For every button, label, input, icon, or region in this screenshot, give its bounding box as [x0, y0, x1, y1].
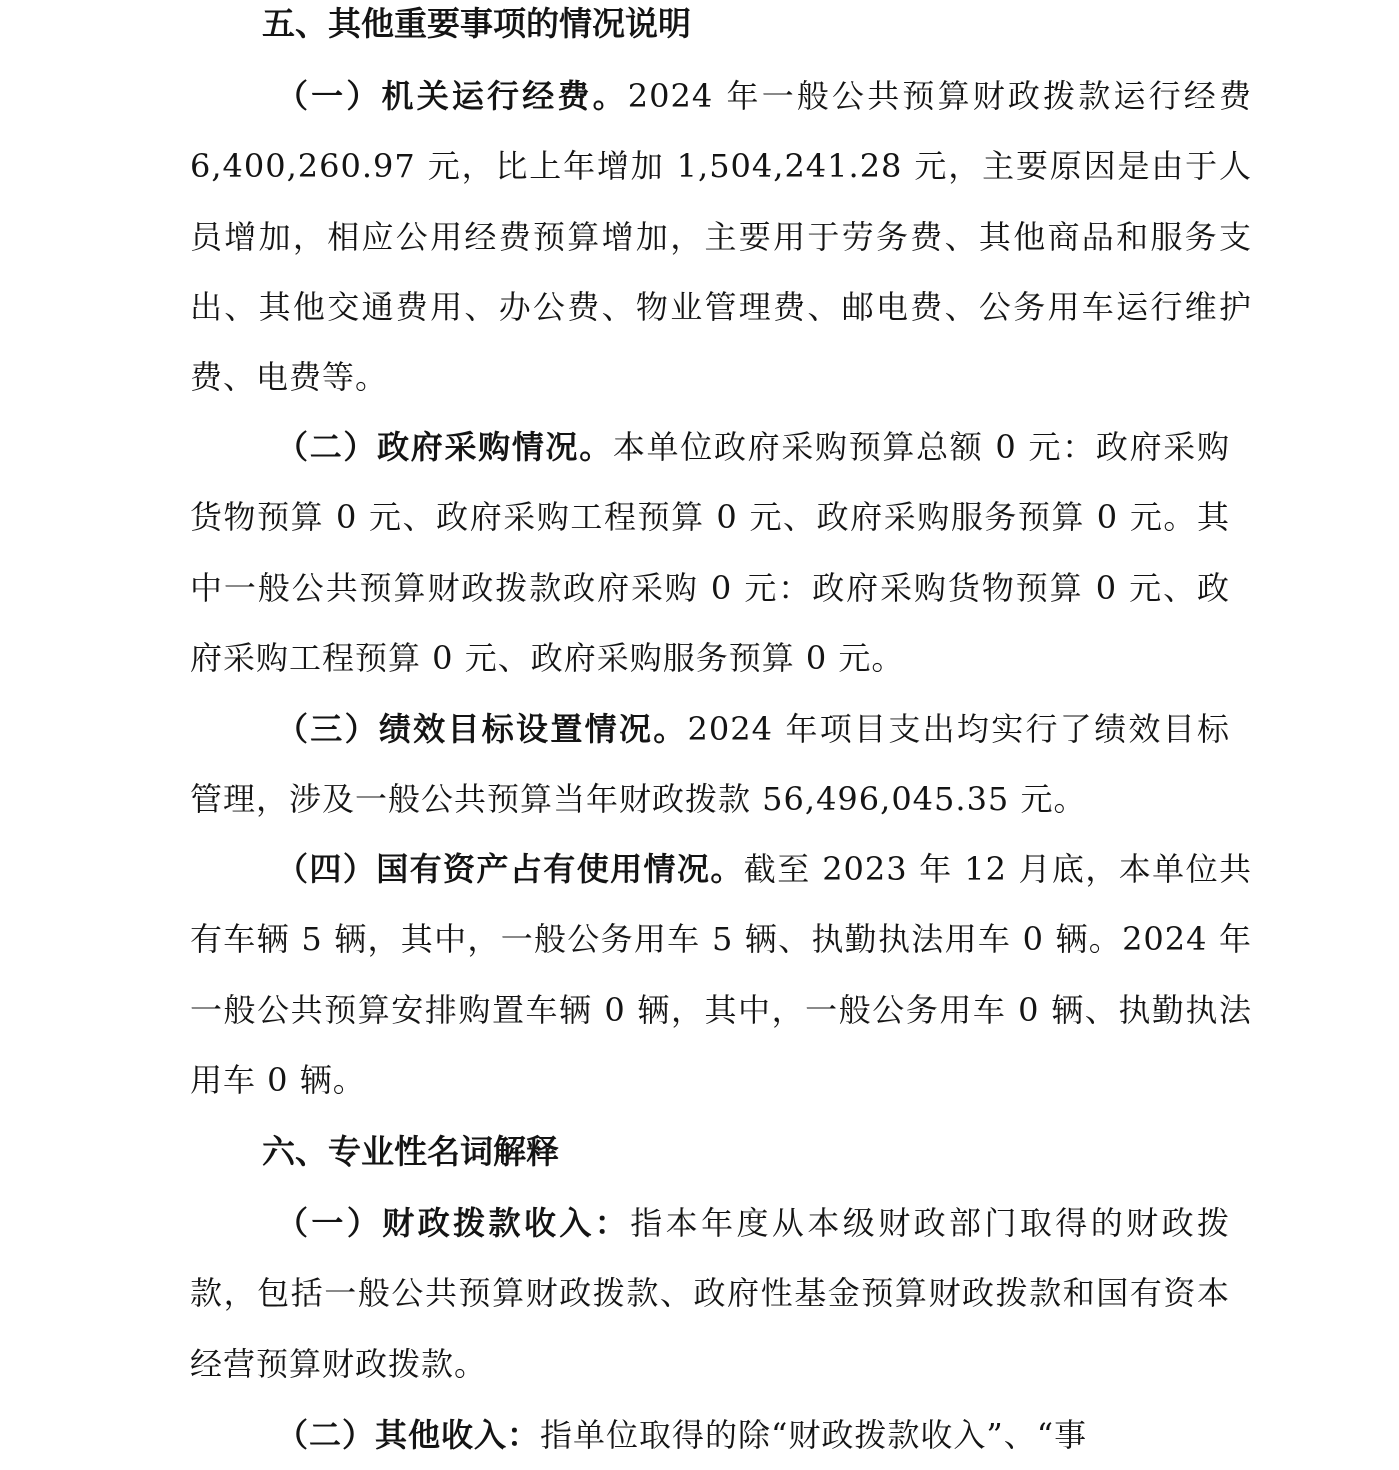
paragraph-lead: （一）财政拨款收入： [276, 1204, 631, 1242]
paragraph-body: 2024 年项目支出均实行了绩效目标管理，涉及一般公共预算当年财政拨款 56,496,045.35 元。 [190, 710, 1230, 819]
section-heading-5: 五、其他重要事项的情况说明 [262, 4, 691, 43]
paragraph-performance-targets [190, 694, 1230, 835]
paragraph-lead: （二）其他收入： [276, 1416, 541, 1454]
section-heading-6: 六、专业性名词解释 [262, 1132, 559, 1171]
paragraph-lead: （二）政府采购情况。 [276, 428, 613, 466]
paragraph-body: 2024 年一般公共预算财政拨款运行经费 6,400,260.97 元，比上年增加 1,504,241.28 元，主要原因是由于人员增加，相应公用经费预算增加，主要用于劳务费、其他商品和服务支出、其他交通费用、办公费、物业管理费、邮电费、公务用车运行维护费、电费等。 [190, 77, 1252, 397]
paragraph-lead: （三）绩效目标设置情况。 [276, 710, 688, 748]
paragraph-body: 指单位取得的除“财政拨款收入”、“事 [540, 1416, 1088, 1454]
paragraph-fiscal-appropriation [190, 1188, 1230, 1399]
paragraph-lead: （四）国有资产占有使用情况。 [276, 850, 744, 888]
paragraph-other-income [190, 1400, 1230, 1470]
paragraph-body: 指本年度从本级财政部门取得的财政拨款，包括一般公共预算财政拨款、政府性基金预算财政拨款和国有资本经营预算财政拨款。 [190, 1204, 1230, 1383]
paragraph-body: 截至 2023 年 12 月底，本单位共有车辆 5 辆，其中，一般公务用车 5 辆、执勤执法用车 0 辆。2024 年一般公共预算安排购置车辆 0 辆，其中，一般公务用车 0 辆、执勤执法用车 0 辆。 [190, 850, 1252, 1099]
paragraph-lead: （一）机关运行经费。 [276, 77, 628, 115]
paragraph-procurement [190, 412, 1230, 693]
paragraph-body: 本单位政府采购预算总额 0 元：政府采购货物预算 0 元、政府采购工程预算 0 元、政府采购服务预算 0 元。其中一般公共预算财政拨款政府采购 0 元：政府采购货物预算 0 元、政府采购工程预算 0 元、政府采购服务预算 0 元。 [190, 428, 1230, 677]
paragraph-operating-expenses [190, 61, 1252, 412]
paragraph-state-assets [190, 834, 1252, 1115]
